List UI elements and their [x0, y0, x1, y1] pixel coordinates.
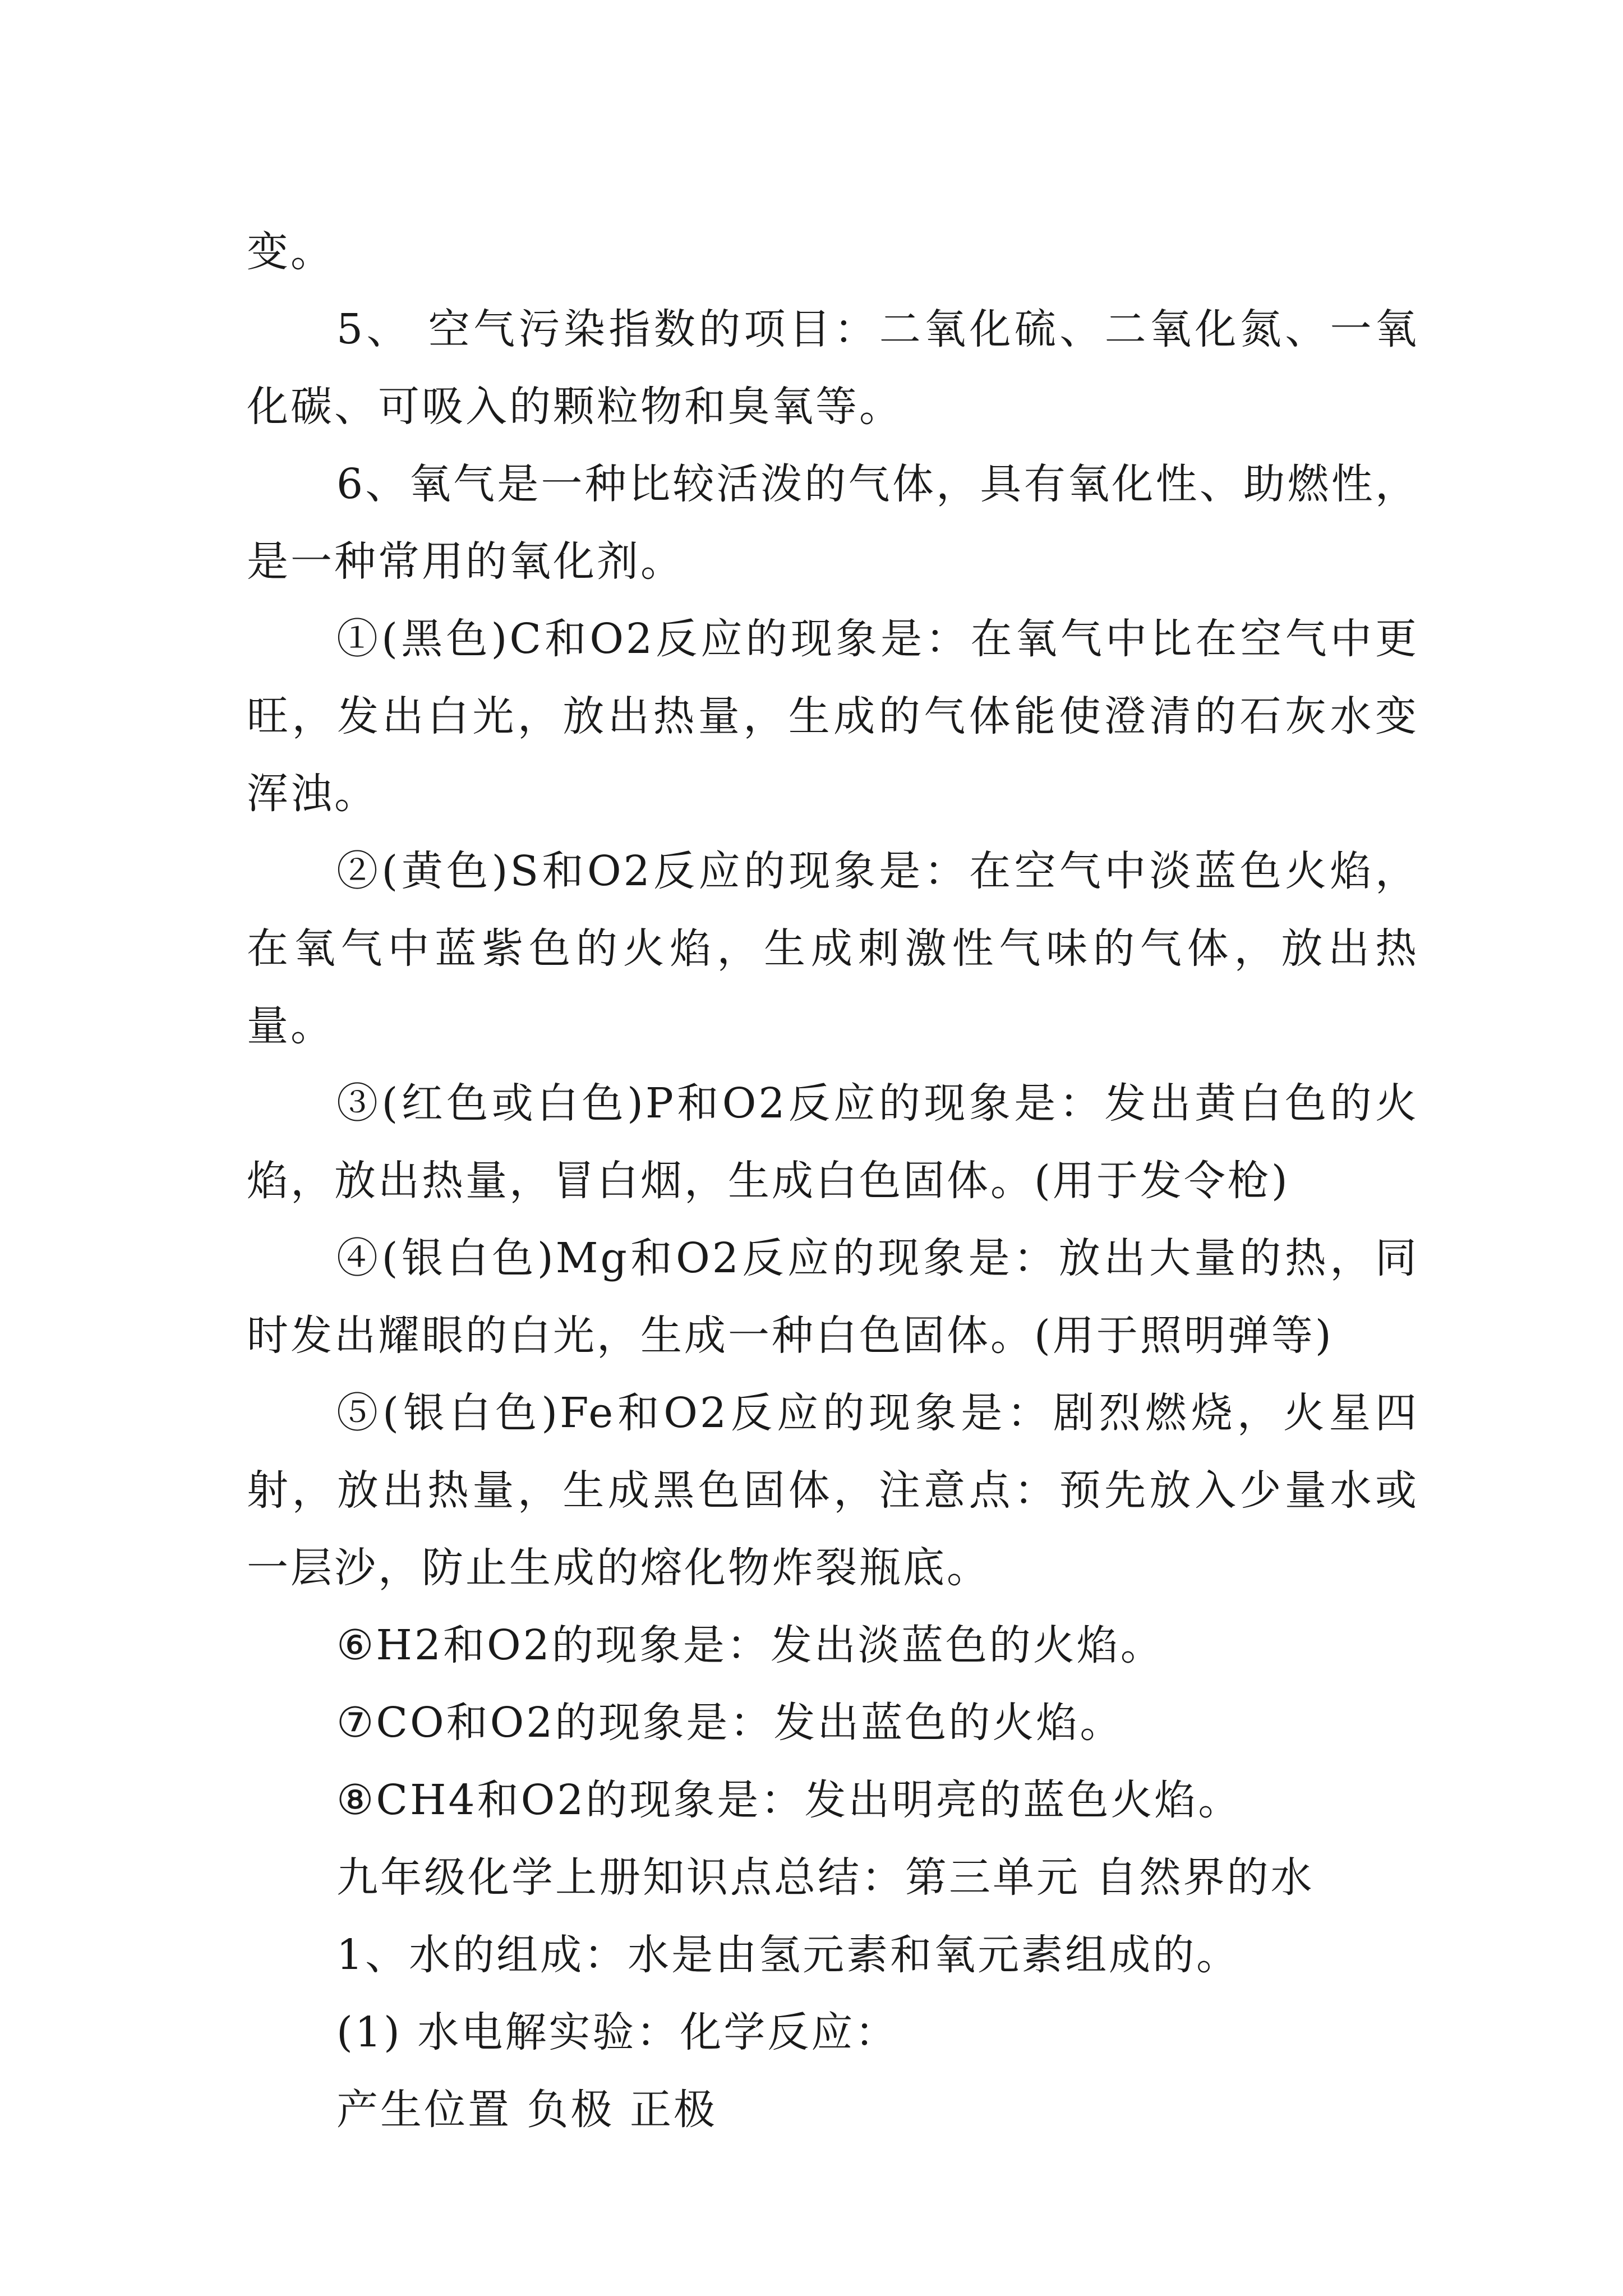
paragraph-methane-oxygen: ⑧CH4和O2的现象是：发出明亮的蓝色火焰。	[336, 1776, 1242, 1824]
paragraph-electrolysis-experiment: (1) 水电解实验：化学反应：	[336, 2008, 899, 2056]
paragraph-oxygen-properties: 6、氧气是一种比较活泼的气体，具有氧化性、助燃性，是一种常用的氧化剂。	[247, 460, 1419, 586]
paragraph-magnesium-oxygen: ④(银白色)Mg和O2反应的现象是：放出大量的热，同时发出耀眼的白光，生成一种白色固体。(用于照明弹等)	[247, 1234, 1419, 1360]
paragraph-hydrogen-oxygen: ⑥H2和O2的现象是：发出淡蓝色的火焰。	[336, 1621, 1164, 1669]
paragraph-continuation: 变。	[247, 228, 334, 276]
section-heading-unit-three: 九年级化学上册知识点总结：第三单元 自然界的水	[336, 1853, 1315, 1902]
paragraph-co-oxygen: ⑦CO和O2的现象是：发出蓝色的火焰。	[336, 1699, 1124, 1747]
document-body	[247, 213, 1419, 2148]
paragraph-water-composition: 1、水的组成：水是由氢元素和氧元素组成的。	[336, 1931, 1241, 1979]
paragraph-carbon-oxygen: ①(黑色)C和O2反应的现象是：在氧气中比在空气中更旺，发出白光，放出热量，生成的气体能使澄清的石灰水变浑浊。	[247, 615, 1419, 818]
paragraph-sulfur-oxygen: ②(黄色)S和O2反应的现象是：在空气中淡蓝色火焰，在氧气中蓝紫色的火焰，生成刺激性气味的气体，放出热量。	[247, 847, 1419, 1050]
paragraph-iron-oxygen: ⑤(银白色)Fe和O2反应的现象是：剧烈燃烧，火星四射，放出热量，生成黑色固体，注意点：预先放入少量水或一层沙，防止生成的熔化物炸裂瓶底。	[247, 1389, 1419, 1592]
paragraph-phosphorus-oxygen: ③(红色或白色)P和O2反应的现象是：发出黄白色的火焰，放出热量，冒白烟，生成白色固体。(用于发令枪)	[247, 1079, 1419, 1205]
paragraph-electrode-positions: 产生位置 负极 正极	[336, 2086, 718, 2134]
paragraph-air-pollution-index: 5、 空气污染指数的项目：二氧化硫、二氧化氮、一氧化碳、可吸入的颗粒物和臭氧等。	[247, 305, 1419, 431]
